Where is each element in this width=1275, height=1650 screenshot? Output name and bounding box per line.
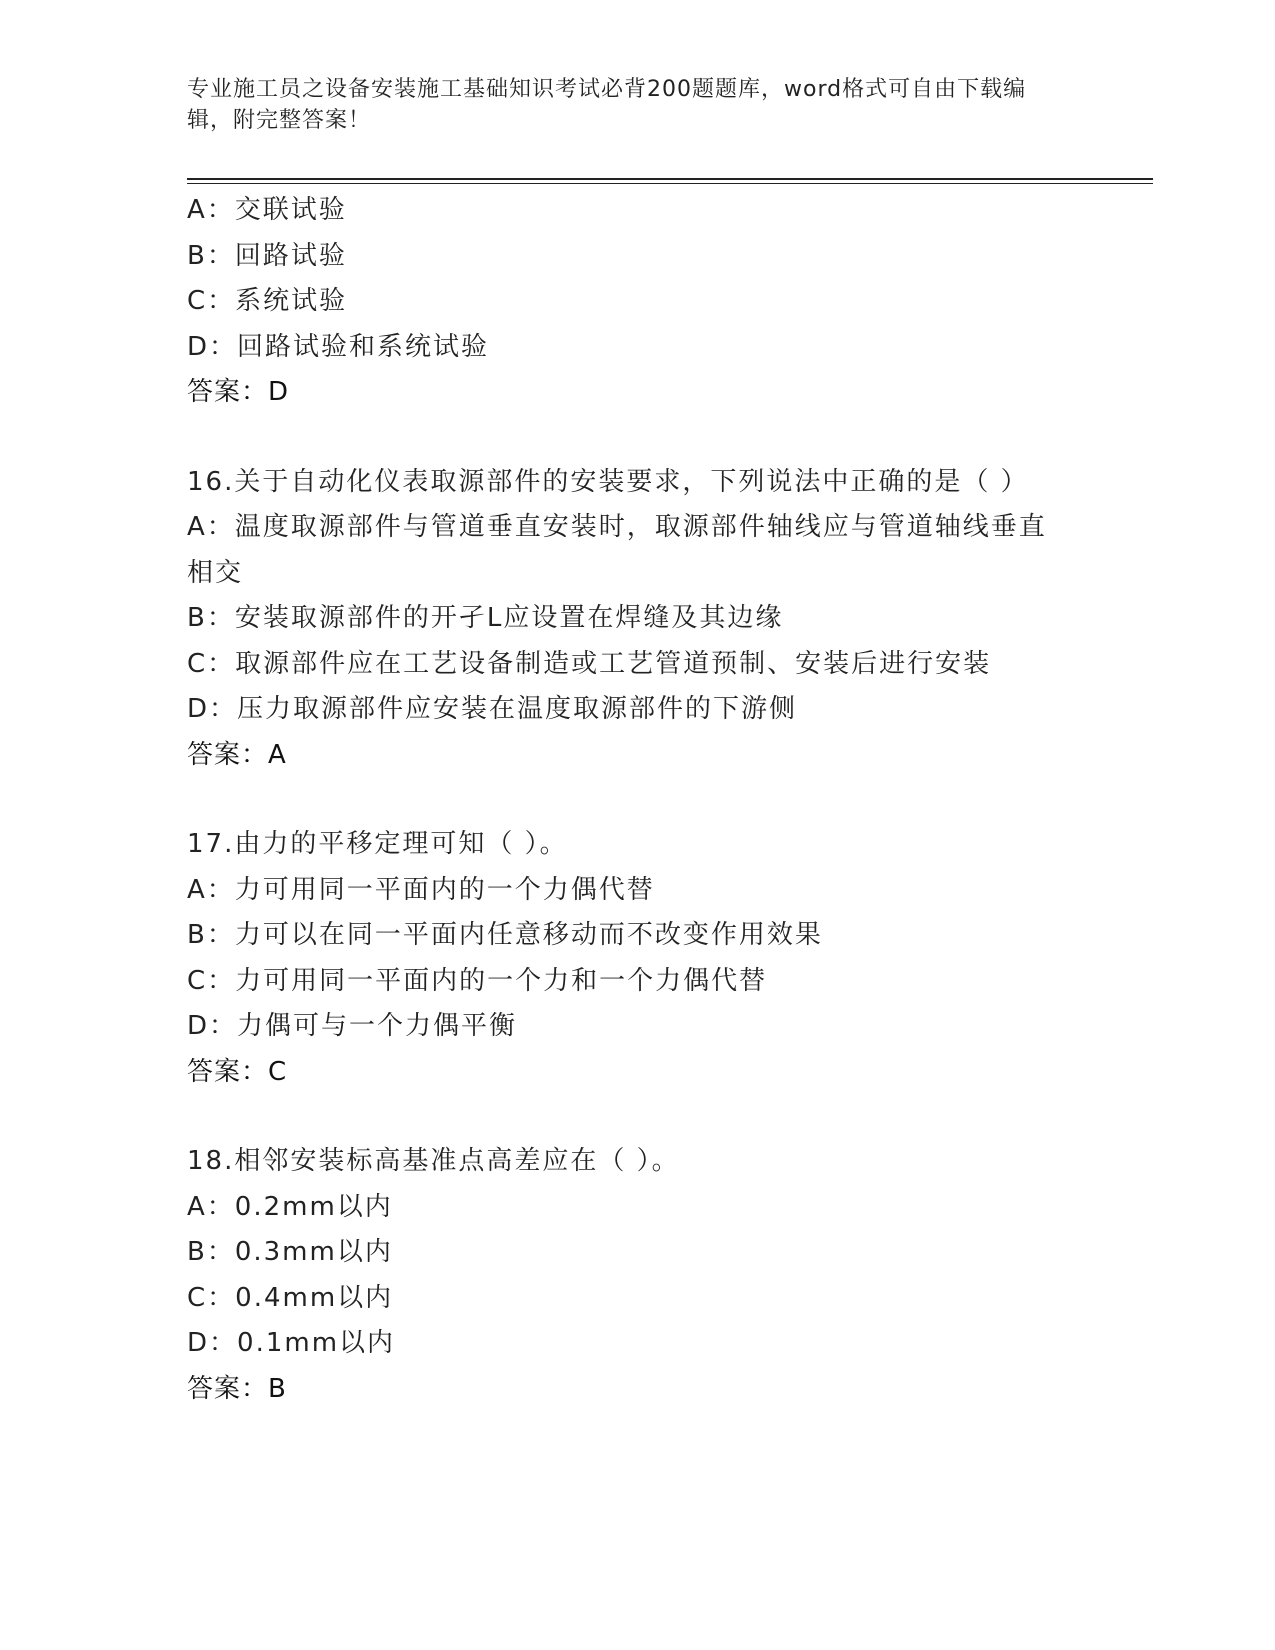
option-c: C：力可用同一平面内的一个力和一个力偶代替 (187, 965, 768, 996)
question-block (187, 822, 1087, 1095)
option-a: A：0.2mm以内 (187, 1191, 393, 1222)
option-d: D：力偶可与一个力偶平衡 (187, 1011, 518, 1041)
option-a: A：温度取源部件与管道垂直安装时，取源部件轴线应与管道轴线垂直相交 (187, 512, 1047, 588)
answer-line: 答案：A (187, 739, 287, 770)
document-header: 专业施工员之设备安装施工基础知识考试必背200题题库，word格式可自由下载编辑，附完整答案！ (187, 77, 1027, 133)
option-a: A：力可用同一平面内的一个力偶代替 (187, 874, 655, 905)
option-b: B：力可以在同一平面内任意移动而不改变作用效果 (187, 920, 823, 950)
question-block (187, 1139, 1087, 1412)
header-divider-thin (187, 183, 1153, 184)
option-c: C：0.4mm以内 (187, 1282, 394, 1313)
option-c: C：系统试验 (187, 286, 348, 316)
option-b: B：0.3mm以内 (187, 1237, 393, 1267)
header-divider-thick (187, 178, 1153, 180)
option-a: A：交联试验 (187, 195, 347, 225)
question-text: 18.相邻安装标高基准点高差应在（ ）。 (187, 1146, 680, 1176)
option-b: B：安装取源部件的开孑L应设置在焊缝及其边缘 (187, 603, 784, 633)
question-block (187, 460, 1087, 779)
option-c: C：取源部件应在工艺设备制造或工艺管道预制、安装后进行安装 (187, 648, 992, 679)
question-text: 17.由力的平移定理可知（ ）。 (187, 829, 568, 859)
answer-line: 答案：D (187, 377, 290, 407)
answer-line: 答案：B (187, 1373, 287, 1404)
option-d: D：0.1mm以内 (187, 1328, 396, 1358)
question-text: 16.关于自动化仪表取源部件的安装要求，下列说法中正确的是（ ） (187, 466, 1029, 497)
option-d: D：回路试验和系统试验 (187, 331, 490, 362)
question-block (187, 188, 1087, 416)
answer-line: 答案：C (187, 1056, 288, 1087)
question-list (187, 188, 1087, 1412)
option-d: D：压力取源部件应安装在温度取源部件的下游侧 (187, 694, 798, 724)
option-b: B：回路试验 (187, 240, 347, 271)
